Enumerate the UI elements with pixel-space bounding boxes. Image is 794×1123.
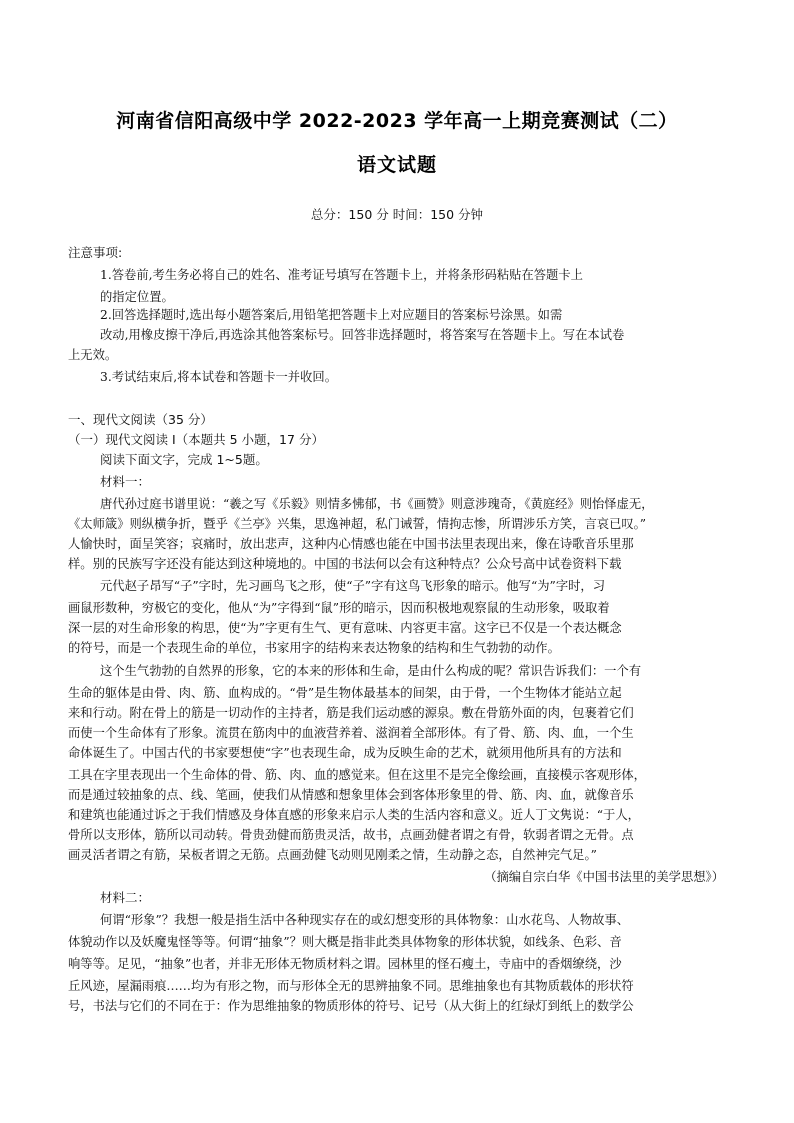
material-1-line: 而是通过较抽象的点、线、笔画，使我们从情感和想象里体会到客体形象里的骨、筋、肉、血，就像音乐 <box>68 788 634 802</box>
material-1-label: 材料一： <box>100 474 151 489</box>
notice-line: 的指定位置。 <box>100 290 174 304</box>
material-1-line: 来和行动。附在骨上的筋是一切动作的主持者，筋是我们运动感的源泉。敷在骨筋外面的肉，包裹着它们 <box>68 706 634 720</box>
material-1-line: 人愉快时，面呈笑容；哀痛时，放出悲声，这种内心情感也能在中国书法里表现出来，像在诗歌音乐里那 <box>68 537 634 551</box>
notice-line: 1.答卷前,考生务必将自己的姓名、准考证号填写在答题卡上，并将条形码粘贴在答题卡上 <box>100 268 583 282</box>
material-1-line: 生命的躯体是由骨、肉、筋、血构成的。“骨”是生物体最基本的间架，由于骨，一个生物体才能站立起 <box>68 686 622 700</box>
material-2-line: 响等等。足见，“抽象”也者，并非无形体无物质材料之谓。园林里的怪石瘦土，寺庙中的香烟缭绕，沙 <box>68 957 622 971</box>
notice-line: 改动,用橡皮擦干净后,再选涂其他答案标号。回答非选择题时，将答案写在答题卡上。写在本试卷 <box>100 328 625 342</box>
material-1-line: 唐代孙过庭书谱里说：“羲之写《乐毅》则情多怫郁，书《画赞》则意涉瑰奇，《黄庭经》则怡怿虚无， <box>100 497 654 511</box>
notice-line: 2.回答选择题时,选出每小题答案后,用铅笔把答题卡上对应题目的答案标号涂黑。如需 <box>100 308 563 322</box>
material-1-line: 元代赵子昂写“子”字时，先习画鸟飞之形，使“子”字有这鸟飞形象的暗示。他写“为”字时，习 <box>100 579 606 593</box>
notice-line: 3.考试结束后,将本试卷和答题卡一并收回。 <box>100 370 337 384</box>
material-1-line: 骨所以支形体，筋所以司动转。骨贵劲健而筋贵灵活，故书，点画劲健者谓之有骨，软弱者谓之无骨。点 <box>68 828 634 842</box>
material-1-line: 工具在字里表现出一个生命体的骨、筋、肉、血的感觉来。但在这里不是完全像绘画，直接模示客观形体， <box>68 768 646 782</box>
notice-heading: 注意事项: <box>68 245 123 260</box>
material-2-label: 材料二： <box>100 890 151 905</box>
material-2-line: 号，书法与它们的不同在于：作为思维抽象的物质形体的符号、记号（从大街上的红绿灯到纸上的数学公 <box>68 999 634 1013</box>
material-1-line: 深一层的对生命形象的构思，使“为”字更有生气、更有意味、内容更丰富。这字已不仅是一个表达概念 <box>68 621 622 635</box>
notice-line: 上无效。 <box>68 348 118 362</box>
exam-meta: 总分：150 分 时间：150 分钟 <box>310 207 484 222</box>
material-1-line: 而使一个生命体有了形象。流贯在筋肉中的血液营养着、滋润着全部形体。有了骨、筋、肉、血，一个生 <box>68 726 634 740</box>
material-1-line: 和建筑也能通过诉之于我们情感及身体直感的形象来启示人类的生活内容和意义。近人丁文隽说：“于人， <box>68 808 640 822</box>
subsection-heading: （一）现代文阅读 I（本题共 5 小题，17 分） <box>68 432 324 447</box>
exam-title: 河南省信阳高级中学 2022-2023 学年高一上期竞赛测试（二） <box>116 110 678 132</box>
material-1-source: （摘编自宗白华《中国书法里的美学思想》） <box>484 870 724 884</box>
material-2-line: 丘风迹，屋漏雨痕……均为有形之物，而与形体全无的思辨抽象不同。思维抽象也有其物质载体的形状符 <box>68 979 634 993</box>
exam-subject: 语文试题 <box>356 154 437 176</box>
material-2-line: 体貌动作以及妖魔鬼怪等等。何谓“抽象”？则大概是指非此类具体物象的形体状貌，如线条、色彩、音 <box>68 935 622 949</box>
material-2-line: 何谓“形象”？我想一般是指生活中各种现实存在的或幻想变形的具体物象：山水花鸟、人物故事、 <box>100 913 630 927</box>
reading-instruction: 阅读下面文字，完成 1~5题。 <box>100 452 268 467</box>
material-1-line: 的符号，而是一个表现生命的单位，书家用字的结构来表达物象的结构和生气勃勃的动作。 <box>68 641 560 655</box>
section-heading: 一、现代文阅读（35 分） <box>68 412 213 427</box>
material-1-line: 样。别的民族写字还没有能达到这种境地的。中国的书法何以会有这种特点？公众号高中试卷资料下载 <box>68 557 622 571</box>
material-1-line: 《太师箴》则纵横争折，暨乎《兰亭》兴集，思逸神超，私门诫誓，情拘志惨，所谓涉乐方笑，言哀已叹。” <box>68 517 647 531</box>
material-1-line: 命体诞生了。中国古代的书家要想使“字”也表现生命，成为反映生命的艺术，就须用他所具有的方法和 <box>68 746 622 760</box>
material-1-line: 画灵活者谓之有筋，呆板者谓之无筋。点画劲健飞动则见刚柔之情，生动静之态，自然神完气足。” <box>68 848 597 862</box>
material-1-line: 画鼠形数种，穷极它的变化，他从“为”字得到“鼠”形的暗示，因而积极地观察鼠的生动形象，吸取着 <box>68 601 610 615</box>
material-1-line: 这个生气勃勃的自然界的形象，它的本来的形体和生命，是由什么构成的呢？常识告诉我们：一个有 <box>100 664 642 678</box>
